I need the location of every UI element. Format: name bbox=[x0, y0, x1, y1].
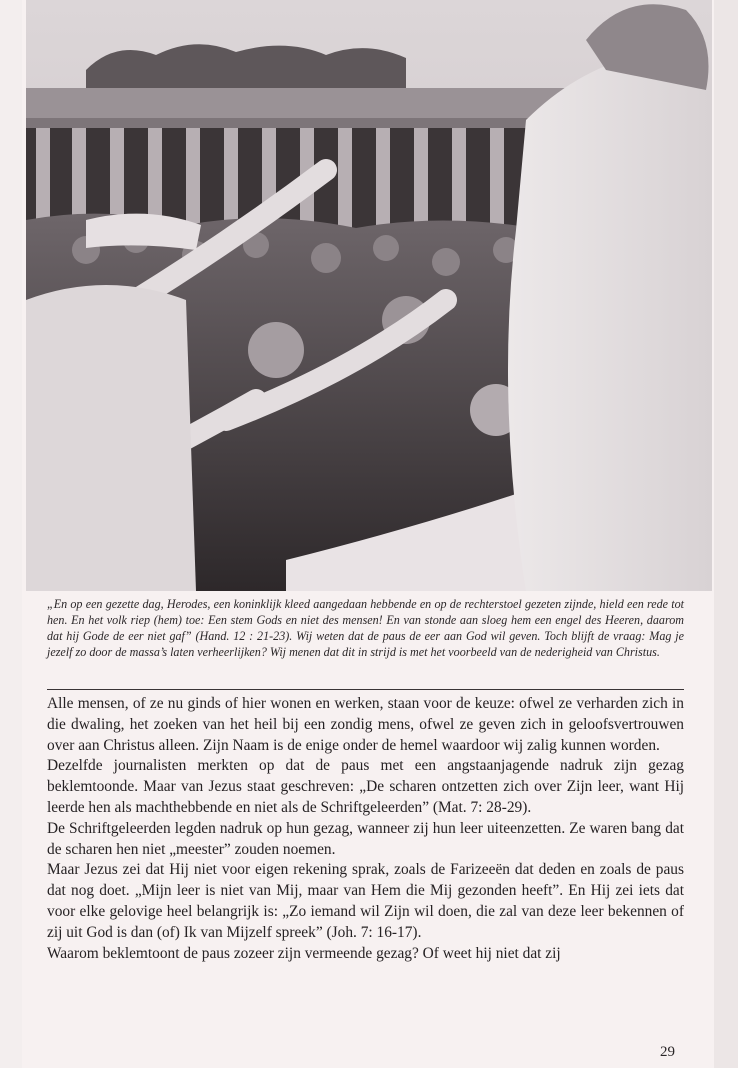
paragraph: Alle mensen, of ze nu ginds of hier wonen en werken, staan voor de keuze: ofwel ze verharden zich in die dwaling, het zoeken van het heil bij een zondig mens, ofwel ze geven zich in geloofsvertrouwen over aan Christus alleen. Zijn Naam is de enige onder de hemel waardoor wij zalig kunnen worden. bbox=[47, 695, 684, 754]
paragraph: Dezelfde journalisten merkten op dat de paus met een angstaanjagende nadruk zijn gezag beklemtoonde. Maar van Jezus staat geschreven: „De scharen ontzetten zich over Zijn leer, want Hij leerde hen als machthebbende en niet als de Schriftgeleerden” (Mat. 7: 28-29). bbox=[47, 757, 684, 816]
paragraph: De Schriftgeleerden legden nadruk op hun gezag, wanneer zij hun leer uiteenzetten. Ze waren bang dat de scharen hen niet „meester” zouden noemen. bbox=[47, 819, 684, 858]
photo-caption: „En op een gezette dag, Herodes, een koninklijk kleed aangedaan hebbende en op de rechterstoel gezeten zijnde, hield een rede tot hen. En het volk riep (hem) toe: Een stem Gods en niet des mensen! En van stonde aan sloeg hem een engel des Heeren, daarom dat hij Gode de eer niet gaf” (Hand. 12 : 21-23). Wij weten dat de paus de eer aan God wil geven. Toch blijft de vraag: Mag je jezelf zo door de massa’s laten verheerlijken? Wij menen dat dit in strijd is met het voorbeeld van de nederigheid van Christus. bbox=[47, 597, 684, 659]
body-text bbox=[47, 694, 684, 964]
caption-divider bbox=[47, 689, 684, 690]
paragraph: Maar Jezus zei dat Hij niet voor eigen rekening sprak, zoals de Farizeeën dat deden en zoals de paus dat nog doet. „Mijn leer is niet van Mij, maar van Hem die Mij gezonden heeft”. En Hij zei iets dat voor elke gelovige heel belangrijk is: „Zo iemand wil Zijn wil doen, die zal van deze leer bekennen of zij uit God is dan (of) Ik van Mijzelf spreek” (Joh. 7: 16-17). bbox=[47, 861, 684, 941]
paragraph: Waarom beklemtoont de paus zozeer zijn vermeende gezag? Of weet hij niet dat zij bbox=[47, 944, 561, 962]
page-number: 29 bbox=[660, 1044, 675, 1060]
photograph-icon bbox=[26, 0, 712, 591]
page-edge bbox=[714, 0, 738, 1068]
photograph bbox=[26, 0, 712, 591]
